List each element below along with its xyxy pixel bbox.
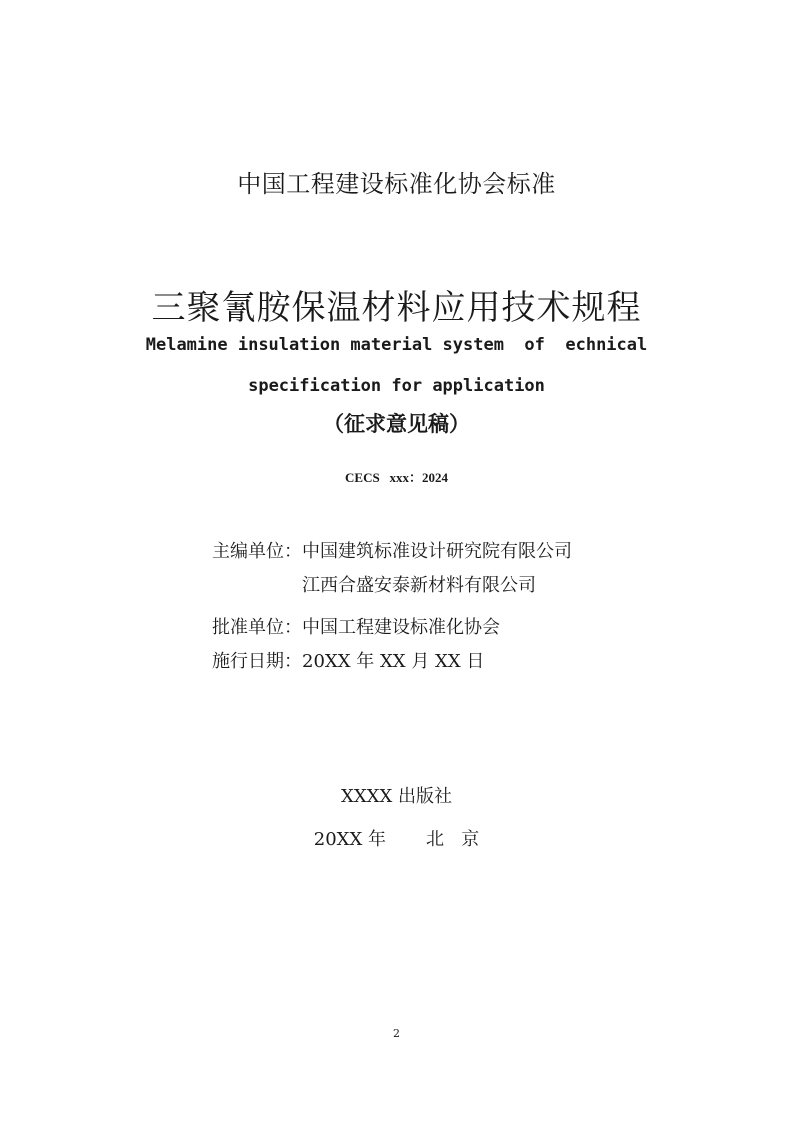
standard-metadata: [212, 540, 572, 674]
draft-note: （征求意见稿）: [323, 411, 470, 436]
english-title-line-2: specification for application: [248, 376, 545, 396]
effective-date-label: 施行日期：: [212, 651, 302, 672]
english-title-line-1: Melamine insulation material system of echnical: [145, 335, 648, 355]
standard-code: CECS xxx：2024: [345, 470, 448, 485]
association-standard-heading: 中国工程建设标准化协会标准: [237, 170, 556, 198]
publisher-name: XXXX 出版社: [341, 786, 452, 807]
approver-label: 批准单位：: [212, 617, 302, 638]
chief-editor-label: 主编单位：: [212, 541, 302, 562]
chief-editor-org-2: 江西合盛安泰新材料有限公司: [302, 575, 536, 596]
page-number: 2: [393, 1027, 400, 1040]
document-title: 三聚氰胺保温材料应用技术规程: [151, 288, 642, 328]
approver-org: 中国工程建设标准化协会: [302, 617, 500, 638]
chief-editor-org-1: 中国建筑标准设计研究院有限公司: [302, 541, 572, 562]
publication-year-city: 20XX 年 北 京: [313, 829, 480, 850]
effective-date: 20XX 年 XX 月 XX 日: [302, 651, 485, 672]
